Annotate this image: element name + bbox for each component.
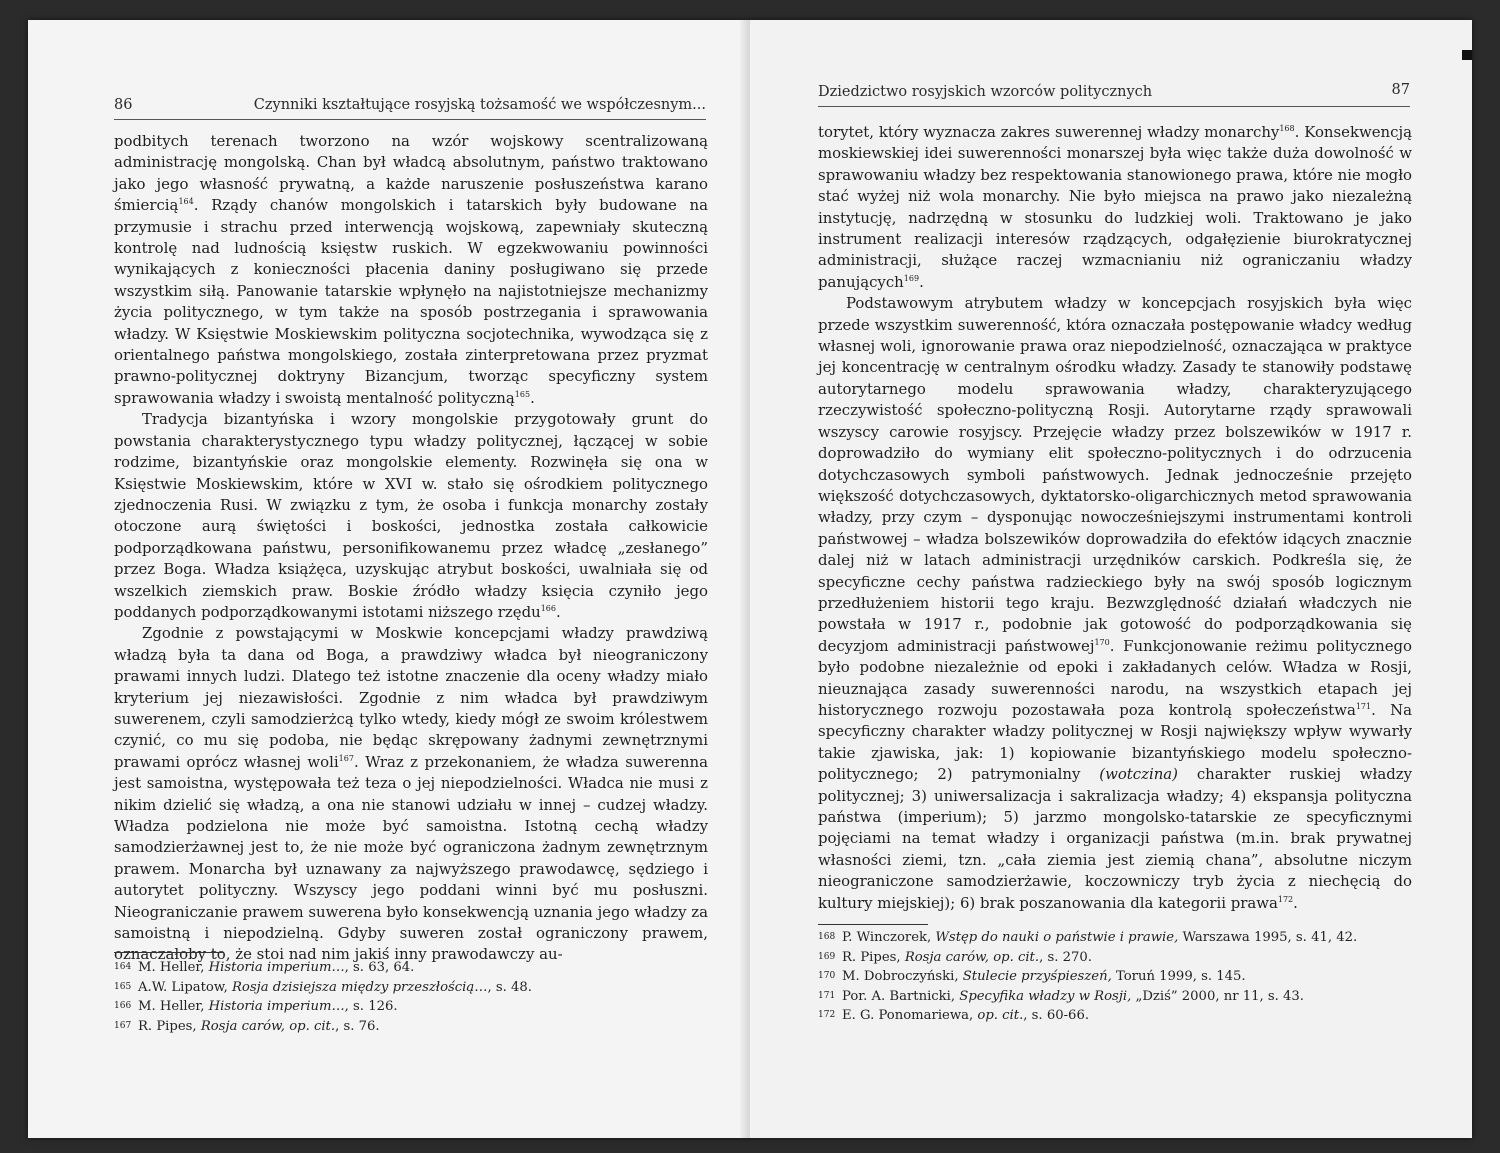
book-spread bbox=[28, 20, 1472, 1138]
footnote-author: R. Pipes, bbox=[842, 949, 905, 965]
footnote-author: M. Dobroczyński, bbox=[842, 969, 963, 985]
footnote bbox=[818, 928, 1412, 948]
page-number: 87 bbox=[1391, 82, 1410, 98]
footnote-number: 164 bbox=[114, 962, 132, 972]
page-number: 86 bbox=[114, 97, 133, 113]
scan-marker bbox=[1462, 50, 1472, 60]
footnote-title: op. cit. bbox=[977, 1008, 1024, 1024]
footnote-title: Specyfika władzy w Rosji, bbox=[959, 988, 1132, 1004]
footnote bbox=[818, 948, 1412, 968]
footnote-pages: , s. 48. bbox=[487, 979, 532, 995]
paragraph-text: Zgodnie z powstającymi w Moskwie koncepcjami władzy prawdziwą władzą była ta dana od Boga, a prawdziwy władca był nieograniczony prawami innych ludzi. Dlatego też istotne znaczenie dla oceny władzy miało kryterium jej niezawisłości. Zgodnie z nim władca był prawdziwym suwerenem, czyli samodzierżcą tylko wtedy, kiedy mógł ze swoim królestwem czynić, co mu się podoba, nie będąc skrępowany żadnymi zewnętrznymi prawami oprócz własnej woli bbox=[114, 624, 708, 771]
paragraph-text: Podstawowym atrybutem władzy w koncepcjach rosyjskich była więc przede wszystkim suwerenność, która oznaczała postępowanie władcy według własnej woli, ignorowanie prawa oraz niepodzielność, oznaczająca w praktyce jej koncentrację w centralnym ośrodku władzy. Zasady te stanowiły podstawę autorytarnego modelu sprawowania władzy, charakteryzującego rzeczywistość społeczno-polityczną Rosji. Autorytarne rządy sprawowali wszyscy carowie rosyjscy. Przejęcie władzy przez bolszewików w 1917 r. doprowadziło do wymiany elit społeczno-politycznych i do odrzucenia dotychczasowych symboli państwowych. Jednak jednocześnie przejęto większość dotychczasowych, dyktatorsko-oligarchicznych metod sprawowania władzy, przy czym – dysponując nowocześniejszymi instrumentami kontroli państwowej – władza bolszewików doprowadziła do efektów idących znacznie dalej niż w latach administracji urzędników carskich. Podkreśla się, że specyficzne cechy państwa radzieckiego były na swój sposób logicznym przedłużeniem historii tego kraju. Bezwzględność działań władczych nie powstała w 1917 r., podobnie jak gotowość do podporządkowania się decyzjom administracji państwowej bbox=[818, 294, 1412, 655]
footnote-title: Stulecie przyśpieszeń, bbox=[962, 969, 1112, 985]
footnote-ref[interactable]: 172 bbox=[1277, 894, 1294, 904]
footnote-pages: , s. 60-66. bbox=[1023, 1008, 1090, 1024]
paragraph: Podstawowym atrybutem władzy w koncepcjach rosyjskich była więc przede wszystkim suwerenność, która oznaczała postępowanie władcy według własnej woli, ignorowanie prawa oraz niepodzielność, oznaczająca w praktyce jej koncentrację w centralnym ośrodku władzy. Zasady te stanowiły podstawę autorytarnego modelu sprawowania władzy, charakteryzującego rzeczywistość społeczno-polityczną Rosji. Autorytarne rządy sprawowali wszyscy carowie rosyjscy. Przejęcie władzy przez bolszewików w 1917 r. doprowadziło do wymiany elit społeczno-politycznych i do odrzucenia dotychczasowych symboli państwowych. Jednak jednocześnie przejęto większość dotychczasowych, dyktatorsko-oligarchicznych metod sprawowania władzy, przy czym – dysponując nowocześniejszymi instrumentami kontroli państwowej – władza bolszewików doprowadziła do efektów idących znacznie dalej niż w latach administracji urzędników carskich. Podkreśla się, że specyficzne cechy państwa radzieckiego były na swój sposób logicznym przedłużeniem historii tego kraju. Bezwzględność działań władczych nie powstała w 1917 r., podobnie jak gotowość do podporządkowania się decyzjom administracji państwowej$^{170}$. Funkcjonowanie reżimu politycznego było podobne niezależnie od epoki i zakładanych celów. Władza w Rosji, nieuznająca zasady suwerenności narodu, na wszystkich etapach jej historycznego rozwoju pozostawała poza kontrolą społeczeństwa$^{171}$. Na specyficzny charakter władzy politycznej w Rosji największy wpływ wywarły takie zjawiska, jak: 1) kopiowanie bizantyńskiego modelu społeczno-politycznego; 2) patrymonialny (wotczina) charakter ruskiej władzy politycznej; 3) uniwersalizacja i sakralizacja władzy; 4) ekspansja polityczna państwa (imperium); 5) jarzmo mongolsko-tatarskie ze specyficznymi pojęciami na temat władzy i organizacji państwa (m.in. brak prywatnej własności ziemi, tzn. „cała ziemia jest ziemią chana”, absolutne niczym nieograniczone samodzierżawie, koczowniczy tryb życia z niechęcią do kultury miejskiej); 6) brak poszanowania dla kategorii prawa$^{172}$. bbox=[818, 294, 1413, 912]
paragraph-text: . Wraz z przekonaniem, że władza suwerenna jest samoistna, występowała też teza o jej niepodzielności. Władca nie musi z nikim dzielić się władzą, a ona nie stanowi udziału w innej – cudzej władzy. Władza podzielona nie może być samoistna. Istotną cechą władzy samodzierżawnej jest to, że nie może być ograniczona żadnym zewnętrznym prawem. Monarcha był uznawany za najwyższego prawodawcę, sędziego i autorytet polityczny. Wszyscy jego poddani winni być mu posłuszni. Nieograniczanie prawem suwerena było konsekwencją uznania jego władzy za samoistną i niepodzielną. Gdyby suweren został ograniczony prawem, oznaczałoby to, że stoi nad nim jakiś inny prawodawczy au- bbox=[114, 752, 708, 964]
footnote-author: M. Heller, bbox=[138, 960, 209, 975]
paragraph-text: torytet, który wyznacza zakres suwerennej władzy monarchy bbox=[818, 123, 1280, 141]
footnote-author: A.W. Lipatow, bbox=[138, 979, 232, 995]
footnote-title: Historia imperium… bbox=[208, 999, 345, 1015]
footnote-number: 167 bbox=[114, 1020, 132, 1031]
left-page-header bbox=[114, 97, 706, 120]
running-title: Dziedzictwo rosyjskich wzorców politycznych bbox=[818, 84, 1153, 100]
footnote-number: 171 bbox=[818, 990, 836, 1001]
footnote-ref[interactable]: 165 bbox=[514, 389, 531, 399]
footnote-pages: , s. 76. bbox=[335, 1018, 380, 1034]
footnote-number: 166 bbox=[114, 1001, 132, 1012]
footnote bbox=[818, 1006, 1412, 1026]
footnote-divider bbox=[114, 952, 224, 953]
footnote-number: 169 bbox=[818, 951, 836, 962]
footnote-pages: Toruń 1999, s. 145. bbox=[1111, 969, 1246, 985]
footnote-ref[interactable]: 170 bbox=[1094, 637, 1110, 647]
paragraph-text: . Rządy chanów mongolskich i tatarskich były budowane na przymusie i strachu przed interwencją wojskową, zapewniały skuteczną kontrolę nad ludnością księstw ruskich. W egzekwowaniu powinności wynikających z konieczności płacenia daniny posługiwano się przede wszystkim siłą. Panowanie tatarskie wpłynęło na najistotniejsze mechanizmy życia politycznego, w tym także na sposób postrzegania i sprawowania władzy. W Księstwie Moskiewskim polityczna socjotechnika, wywodząca się z orientalnego państwa mongolskiego, została zinterpretowana przez pryzmat prawno-politycznej doktryny Bizancjum, tworząc specyficzny system sprawowania władzy i swoistą mentalność polityczną bbox=[114, 196, 708, 407]
paragraph-text: Tradycja bizantyńska i wzory mongolskie przygotowały grunt do powstania charakterystycznego typu władzy politycznej, łączącej w sobie rodzime, bizantyńskie oraz mongolskie elementy. Rozwinęła się ona w Księstwie Moskiewskim, które w XVI w. stało się ośrodkiem politycznego zjednoczenia Rusi. W związku z tym, że osoba i funkcja monarchy zostały otoczone aurą świętości i boskości, jednostka została całkowicie podporządkowana państwu, personifikowanemu przez władcę „zesłanego” przez Boga. Władza książęca, uzyskując atrybut boskości, uwalniała się od wszelkich ziemskich praw. Boskie źródło władzy księcia czyniło jego poddanych podporządkowanymi istotami niższego rzędu bbox=[114, 410, 708, 621]
footnote bbox=[818, 967, 1412, 987]
footnote-title: Historia imperium… bbox=[208, 960, 345, 975]
paragraph-text: . Konsekwencją moskiewskiej idei suwerenności monarszej była więc także duża dowolność w sprawowaniu władzy bez respektowania stanowionego prawa, które nie mogło stać wyżej niż wola monarchy. Nie było miejsca na prawo jako niezależną instytucję, nadrzędną w stosunku do ludzkiej woli. Traktowano je jako instrument realizacji interesów rządzących, odgałęzienie biurokratycznej administracji, służące raczej wzmacnianiu niż ograniczaniu władzy panujących bbox=[818, 123, 1412, 291]
left-page bbox=[28, 20, 749, 1138]
footnote-pages: „Dziś” 2000, nr 11, s. 43. bbox=[1131, 988, 1304, 1004]
right-page-header bbox=[818, 84, 1410, 107]
paragraph bbox=[114, 623, 708, 966]
footnote-title: Rosja carów, op. cit. bbox=[200, 1018, 336, 1034]
italic-term: (wotczina) bbox=[1099, 765, 1178, 784]
footnote-pages: , s. 126. bbox=[344, 999, 398, 1015]
footnote-ref[interactable]: 168 bbox=[1279, 124, 1295, 134]
footnote-author: E. G. Ponomariewa, bbox=[842, 1008, 978, 1024]
footnote-ref[interactable]: 164 bbox=[178, 197, 194, 207]
footnote-author: Por. A. Bartnicki, bbox=[842, 988, 960, 1004]
right-page bbox=[750, 20, 1472, 1138]
footnote-author: P. Winczorek, bbox=[842, 930, 936, 945]
footnote-number: 170 bbox=[818, 971, 836, 982]
right-body-text bbox=[818, 122, 1412, 914]
paragraph-text: . Funkcjonowanie reżimu politycznego było podobne niezależnie od epoki i zakładanych celów. Władza w Rosji, nieuznająca zasady suwerenności narodu, na wszystkich etapach jej historycznego rozwoju pozostawała poza kontrolą społeczeństwa bbox=[818, 636, 1413, 719]
footnote-pages: , s. 270. bbox=[1039, 949, 1092, 965]
footnote-ref[interactable]: 171 bbox=[1355, 702, 1372, 711]
left-body-text bbox=[114, 131, 708, 966]
footnote bbox=[114, 997, 708, 1017]
footnote bbox=[114, 978, 708, 998]
footnote bbox=[114, 958, 708, 978]
footnote-ref[interactable]: 169 bbox=[903, 273, 920, 283]
footnote-pages: Warszawa 1995, s. 41, 42. bbox=[1178, 930, 1358, 945]
paragraph: torytet, który wyznacza zakres suwerennej władzy monarchy$^{168}$. Konsekwencją moskiewskiej idei suwerenności monarszej była więc także duża dowolność w sprawowaniu władzy bez respektowania stanowionego prawa, które nie mogło stać wyżej niż wola monarchy. Nie było miejsca na prawo jako niezależną instytucję, nadrzędną w stosunku do ludzkiej woli. Traktowano je jako instrument realizacji interesów rządzących, odgałęzienie biurokratycznej administracji, służące raczej wzmacnianiu niż ograniczaniu władzy panujących$^{169}$. bbox=[818, 123, 1412, 291]
footnote-ref[interactable]: 167 bbox=[338, 753, 354, 763]
footnote bbox=[818, 987, 1412, 1007]
footnote-title: Rosja carów, op. cit. bbox=[904, 949, 1040, 965]
paragraph: Tradycja bizantyńska i wzory mongolskie przygotowały grunt do powstania charakterystycznego typu władzy politycznej, łączącej w sobie rodzime, bizantyńskie oraz mongolskie elementy. Rozwinęła się ona w Księstwie Moskiewskim, które w XVI w. stało się ośrodkiem politycznego zjednoczenia Rusi. W związku z tym, że osoba i funkcja monarchy zostały otoczone aurą świętości i boskości, jednostka została całkowicie podporządkowana państwu, personifikowanemu przez władcę „zesłanego” przez Boga. Władza książęca, uzyskując atrybut boskości, uwalniała się od wszelkich ziemskich praw. Boskie źródło władzy księcia czyniło jego poddanych podporządkowanymi istotami niższego rzędu$^{166}$. bbox=[114, 410, 708, 621]
paragraph-text: podbitych terenach tworzono na wzór wojskowy scentralizowaną administrację mongolską. Chan był władcą absolutnym, państwo traktowano jako jego własność prywatną, a każde naruszenie posłuszeństwa karano śmiercią bbox=[114, 132, 708, 215]
footnote-author: R. Pipes, bbox=[138, 1018, 201, 1034]
left-footnotes bbox=[114, 958, 708, 1036]
footnote-title: Wstęp do nauki o państwie i prawie, bbox=[935, 930, 1179, 945]
paragraph-text: . Na specyficzny charakter władzy politycznej w Rosji największy wpływ wywarły takie zjawiska, jak: 1) kopiowanie bizantyńskiego modelu społeczno-politycznego; 2) patrymonialny bbox=[818, 700, 1412, 784]
footnote-number: 172 bbox=[818, 1010, 836, 1021]
paragraph-text: charakter ruskiej władzy politycznej; 3) uniwersalizacja i sakralizacja władzy; 4) ekspansja polityczna państwa (imperium); 5) jarzmo mongolsko-tatarskie ze specyficznymi pojęciami na temat władzy i organizacji państwa (m.in. brak prywatnej własności ziemi, tzn. „cała ziemia jest ziemią chana”, absolutne niczym nieograniczone samodzierżawie, koczowniczy tryb życia z niechęcią do kultury miejskiej); 6) brak poszanowania dla kategorii prawa bbox=[818, 765, 1412, 912]
footnote-divider bbox=[818, 924, 928, 925]
footnote bbox=[114, 1017, 708, 1037]
footnote-title: Rosja dzisiejsza między przeszłością… bbox=[231, 979, 488, 995]
footnote-number: 168 bbox=[818, 932, 836, 942]
footnote-number: 165 bbox=[114, 981, 132, 992]
footnote-pages: , s. 63, 64. bbox=[344, 960, 415, 975]
paragraph: podbitych terenach tworzono na wzór wojskowy scentralizowaną administrację mongolską. Chan był władcą absolutnym, państwo traktowano jako jego własność prywatną, a każde naruszenie posłuszeństwa karano śmiercią$^{164}$. Rządy chanów mongolskich i tatarskich były budowane na przymusie i strachu przed interwencją wojskową, zapewniały skuteczną kontrolę nad ludnością księstw ruskich. W egzekwowaniu powinności wynikających z konieczności płacenia daniny posługiwano się przede wszystkim siłą. Panowanie tatarskie wpłynęło na najistotniejsze mechanizmy życia politycznego, w tym także na sposób postrzegania i sprawowania władzy. W Księstwie Moskiewskim polityczna socjotechnika, wywodząca się z orientalnego państwa mongolskiego, została zinterpretowana przez pryzmat prawno-politycznej doktryny Bizancjum, tworząc specyficzny system sprawowania władzy i swoistą mentalność polityczną$^{165}$. bbox=[114, 132, 708, 407]
right-footnotes bbox=[818, 928, 1412, 1026]
footnote-author: M. Heller, bbox=[138, 999, 209, 1015]
footnote-ref[interactable]: 166 bbox=[540, 603, 556, 613]
running-title: Czynniki kształtujące rosyjską tożsamość we współczesnym... bbox=[253, 97, 706, 113]
